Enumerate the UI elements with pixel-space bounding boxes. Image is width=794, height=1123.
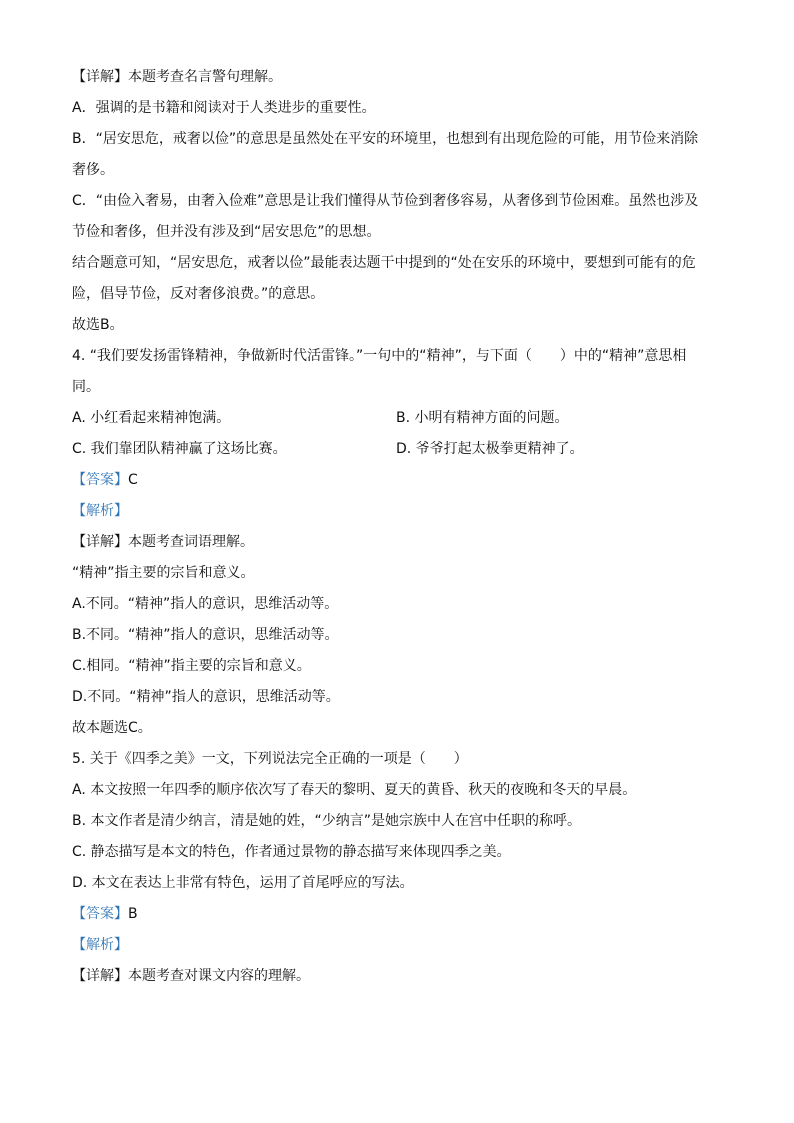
text-line: C.相同。“精神”指主要的宗旨和意义。 — [72, 658, 311, 674]
question-4-stem-cont: 同。 — [72, 379, 100, 395]
text-line: C．“由俭入奢易，由奢入俭难”意思是让我们懂得从节俭到奢侈容易，从奢侈到节俭困难。虽然也涉及 — [72, 193, 699, 209]
option-b: B. 小明有精神方面的问题。 — [396, 410, 569, 426]
text-line: B.不同。“精神”指人的意识，思维活动等。 — [72, 627, 339, 643]
analysis-tag: 【解析】 — [72, 937, 128, 953]
text-line: 【详解】本题考查词语理解。 — [72, 534, 254, 550]
text-line: 故本题选C。 — [72, 720, 152, 736]
answer-row — [72, 899, 732, 930]
text-line: 险，倡导节俭，反对奢侈浪费。”的意思。 — [72, 286, 325, 302]
document-page — [72, 62, 732, 992]
analysis-row — [72, 496, 732, 527]
question-5-stem: 5. 关于《四季之美》一文，下列说法完全正确的一项是（ ） — [72, 751, 468, 767]
text-line: 奢侈。 — [72, 162, 114, 178]
text-line: 节俭和奢侈，但并没有涉及到“居安思危”的思想。 — [72, 224, 381, 240]
option-b: B. 本文作者是清少纳言，清是她的姓，“少纳言”是她宗族中人在宫中任职的称呼。 — [72, 813, 582, 829]
question-4-options-row-1 — [72, 403, 732, 434]
analysis-row — [72, 930, 732, 961]
text-line: 【详解】本题考查对课文内容的理解。 — [72, 968, 310, 984]
text-line: “精神”指主要的宗旨和意义。 — [72, 565, 255, 581]
text-line: A.不同。“精神”指人的意识，思维活动等。 — [72, 596, 339, 612]
answer-value: C — [128, 472, 138, 488]
analysis-tag: 【解析】 — [72, 503, 128, 519]
option-a: A. 本文按照一年四季的顺序依次写了春天的黎明、夏天的黄昏、秋天的夜晚和冬天的早晨。 — [72, 782, 637, 798]
question-4-options-row-2 — [72, 434, 732, 465]
text-line: A．强调的是书籍和阅读对于人类进步的重要性。 — [72, 100, 376, 116]
answer-value: B — [128, 906, 138, 922]
option-c: C. 静态描写是本文的特色，作者通过景物的静态描写来体现四季之美。 — [72, 844, 511, 860]
text-line: 故选B。 — [72, 317, 124, 333]
answer-row — [72, 465, 732, 496]
option-c: C. 我们靠团队精神赢了这场比赛。 — [72, 441, 287, 457]
text-line: 结合题意可知，“居安思危，戒奢以俭”最能表达题干中提到的“处在安乐的环境中，要想到可能有的危 — [72, 255, 696, 271]
option-d: D. 本文在表达上非常有特色，运用了首尾呼应的写法。 — [72, 875, 414, 891]
option-a: A. 小红看起来精神饱满。 — [72, 410, 231, 426]
option-d: D. 爷爷打起太极拳更精神了。 — [396, 441, 584, 457]
text-line: 【详解】本题考查名言警句理解。 — [72, 69, 282, 85]
answer-tag: 【答案】 — [72, 472, 128, 488]
answer-tag: 【答案】 — [72, 906, 128, 922]
text-line: D.不同。“精神”指人的意识，思维活动等。 — [72, 689, 340, 705]
text-line: B．“居安思危，戒奢以俭”的意思是虽然处在平安的环境里，也想到有出现危险的可能，用节俭来消除 — [72, 131, 699, 147]
question-4-stem: 4. “我们要发扬雷锋精神，争做新时代活雷锋。”一句中的“精神”，与下面（ ）中的“精神”意思相 — [72, 348, 687, 364]
